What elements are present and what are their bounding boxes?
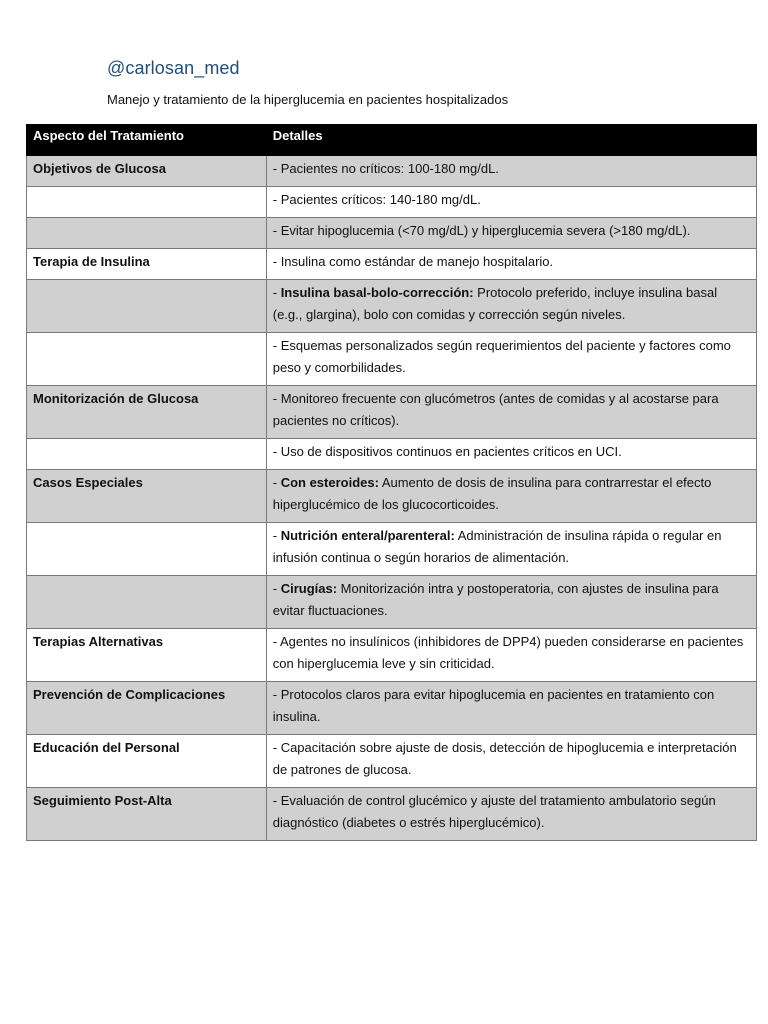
details-cell — [266, 629, 756, 682]
table-row — [27, 576, 757, 629]
aspect-cell: Terapias Alternativas — [27, 629, 267, 682]
details-bold-label: Con esteroides: — [280, 475, 379, 490]
table-row — [27, 788, 757, 841]
aspect-cell — [27, 576, 267, 629]
details-bold-label: Cirugías: — [280, 581, 338, 596]
bullet-dash: - — [272, 793, 281, 808]
bullet-dash: - — [272, 192, 281, 207]
details-bold-label: Nutrición enteral/parenteral: — [280, 528, 455, 543]
table-row — [27, 386, 757, 439]
details-text: Pacientes no críticos: 100-180 mg/dL. — [280, 161, 499, 176]
details-text: Insulina como estándar de manejo hospitalario. — [280, 254, 554, 269]
details-cell — [266, 439, 756, 470]
aspect-cell: Objetivos de Glucosa — [27, 156, 267, 187]
table-row — [27, 333, 757, 386]
details-cell — [266, 523, 756, 576]
aspect-cell — [27, 280, 267, 333]
details-text: Monitorización intra y postoperatoria, con ajustes de insulina para evitar fluctuaciones. — [272, 581, 719, 618]
document-subtitle: Manejo y tratamiento de la hiperglucemia en pacientes hospitalizados — [107, 92, 509, 107]
table-header-row — [27, 125, 757, 156]
table-header — [27, 125, 757, 156]
table-row — [27, 523, 757, 576]
aspect-cell — [27, 523, 267, 576]
aspect-cell — [27, 218, 267, 249]
bullet-dash: - — [272, 581, 281, 596]
aspect-cell — [27, 333, 267, 386]
details-text: Agentes no insulínicos (inhibidores de DPP4) pueden considerarse en pacientes con hiperglucemia leve y sin criticidad. — [272, 634, 744, 671]
table-row — [27, 682, 757, 735]
aspect-cell: Casos Especiales — [27, 470, 267, 523]
bullet-dash: - — [272, 254, 281, 269]
table-row — [27, 280, 757, 333]
table-row — [27, 439, 757, 470]
details-cell — [266, 682, 756, 735]
bullet-dash: - — [272, 687, 281, 702]
details-cell — [266, 386, 756, 439]
table-body — [27, 156, 757, 841]
details-bold-label: Insulina basal-bolo-corrección: — [280, 285, 474, 300]
bullet-dash: - — [272, 161, 281, 176]
table-row — [27, 629, 757, 682]
bullet-dash: - — [272, 475, 281, 490]
details-text: Pacientes críticos: 140-180 mg/dL. — [280, 192, 481, 207]
details-cell — [266, 156, 756, 187]
details-text: Monitoreo frecuente con glucómetros (antes de comidas y al acostarse para pacientes no críticos). — [272, 391, 719, 428]
treatment-table — [26, 124, 757, 841]
details-text: Protocolos claros para evitar hipoglucemia en pacientes en tratamiento con insulina. — [272, 687, 715, 724]
bullet-dash: - — [272, 528, 281, 543]
column-header-details: Detalles — [266, 125, 756, 156]
details-cell — [266, 735, 756, 788]
bullet-dash: - — [272, 740, 281, 755]
bullet-dash: - — [272, 338, 281, 353]
details-cell — [266, 218, 756, 249]
column-header-aspect: Aspecto del Tratamiento — [27, 125, 267, 156]
details-cell — [266, 788, 756, 841]
aspect-cell — [27, 187, 267, 218]
table-row — [27, 156, 757, 187]
details-text: Uso de dispositivos continuos en pacientes críticos en UCI. — [280, 444, 622, 459]
bullet-dash: - — [272, 444, 281, 459]
details-cell — [266, 249, 756, 280]
table-row — [27, 218, 757, 249]
details-cell — [266, 576, 756, 629]
table-row — [27, 187, 757, 218]
bullet-dash: - — [272, 634, 280, 649]
bullet-dash: - — [272, 285, 281, 300]
details-text: Protocolo preferido, incluye insulina basal (e.g., glargina), bolo con comidas y corrección según niveles. — [272, 285, 718, 322]
table-row — [27, 249, 757, 280]
details-cell — [266, 280, 756, 333]
aspect-cell — [27, 439, 267, 470]
details-text: Evaluación de control glucémico y ajuste del tratamiento ambulatorio según diagnóstico (diabetes o estrés hiperglucémico). — [272, 793, 716, 830]
details-cell — [266, 333, 756, 386]
details-cell — [266, 187, 756, 218]
aspect-cell: Monitorización de Glucosa — [27, 386, 267, 439]
aspect-cell: Seguimiento Post-Alta — [27, 788, 267, 841]
aspect-cell: Educación del Personal — [27, 735, 267, 788]
table-row — [27, 735, 757, 788]
details-text: Esquemas personalizados según requerimientos del paciente y factores como peso y comorbilidades. — [272, 338, 731, 375]
details-cell — [266, 470, 756, 523]
details-text: Capacitación sobre ajuste de dosis, detección de hipoglucemia e interpretación de patrones de glucosa. — [272, 740, 737, 777]
bullet-dash: - — [272, 223, 281, 238]
details-text: Evitar hipoglucemia (<70 mg/dL) y hiperglucemia severa (>180 mg/dL). — [280, 223, 691, 238]
table-row — [27, 470, 757, 523]
bullet-dash: - — [272, 391, 281, 406]
author-handle: @carlosan_med — [107, 58, 240, 78]
aspect-cell: Terapia de Insulina — [27, 249, 267, 280]
aspect-cell: Prevención de Complicaciones — [27, 682, 267, 735]
details-text: Administración de insulina rápida o regular en infusión continua o según horarios de alimentación. — [272, 528, 722, 565]
details-text: Aumento de dosis de insulina para contrarrestar el efecto hiperglucémico de los glucocorticoides. — [272, 475, 712, 512]
